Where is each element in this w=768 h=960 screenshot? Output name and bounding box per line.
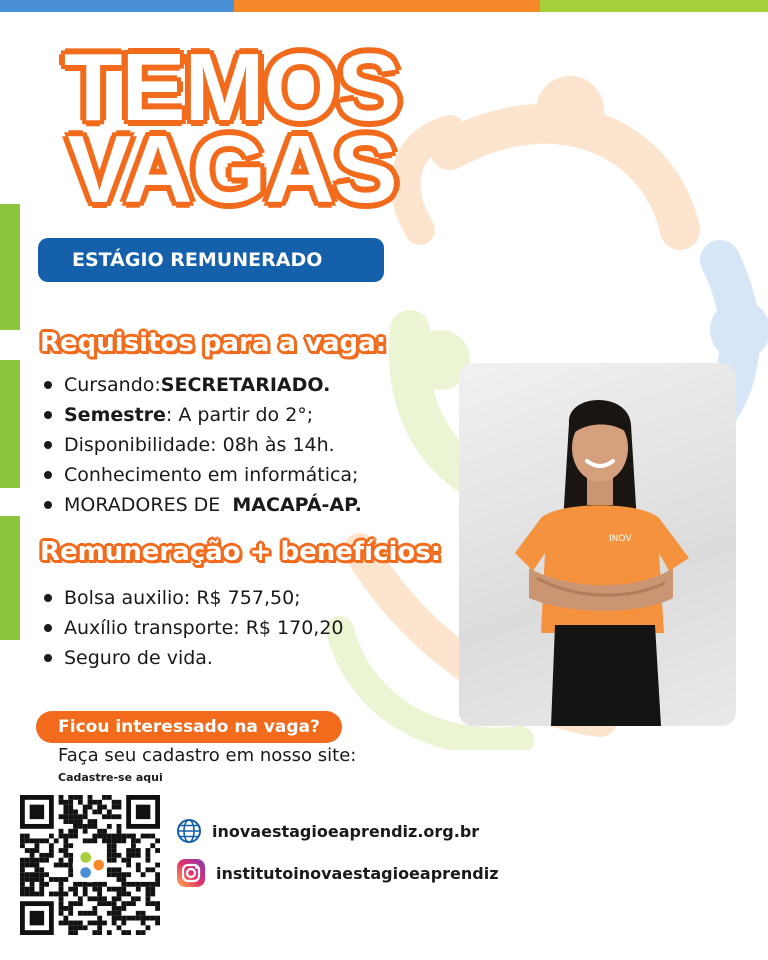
list-item: MORADORES DE MACAPÁ-AP.	[44, 490, 362, 520]
list-item: Seguro de vida.	[44, 643, 344, 673]
qr-code-icon[interactable]	[20, 795, 160, 935]
stripe-blue	[0, 0, 234, 12]
headline-line-1: TEMOS	[63, 34, 401, 141]
interest-button-label: Ficou interessado na vaga?	[58, 717, 320, 737]
instagram-icon	[176, 858, 206, 888]
website-contact[interactable]	[176, 818, 479, 844]
bullet-icon	[44, 501, 52, 509]
signup-instructions: Faça seu cadastro em nosso site:	[58, 745, 357, 766]
bullet-icon	[44, 654, 52, 662]
side-bar-2	[0, 360, 20, 488]
instagram-contact[interactable]	[176, 858, 499, 888]
candidate-photo	[459, 363, 736, 726]
benefits-list	[44, 583, 344, 673]
list-item: Cursando: SECRETARIADO.	[44, 370, 362, 400]
instagram-handle: institutoinovaestagioeaprendiz	[216, 863, 499, 883]
svg-text:INOV: INOV	[609, 534, 632, 544]
interest-button[interactable]	[36, 711, 342, 743]
list-item: Bolsa auxilio: R$ 757,50;	[44, 583, 344, 613]
bullet-icon	[44, 411, 52, 419]
bullet-icon	[44, 624, 52, 632]
headline-line-2: VAGAS	[67, 116, 397, 223]
bullet-icon	[44, 594, 52, 602]
website-url: inovaestagioeaprendiz.org.br	[212, 821, 480, 841]
stripe-green	[540, 0, 768, 12]
internship-badge	[38, 238, 384, 282]
bullet-icon	[44, 471, 52, 479]
globe-icon	[176, 818, 202, 844]
requirements-title: Requisitos para a vaga:	[40, 328, 387, 358]
bullet-icon	[44, 381, 52, 389]
side-bar-1	[0, 204, 20, 330]
benefits-title: Remuneração + benefícios:	[40, 537, 442, 567]
list-item: Disponibilidade: 08h às 14h.	[44, 430, 362, 460]
side-bar-3	[0, 516, 20, 640]
bullet-icon	[44, 441, 52, 449]
list-item: Auxílio transporte: R$ 170,20	[44, 613, 344, 643]
requirements-list	[44, 370, 362, 520]
list-item: Conhecimento em informática;	[44, 460, 362, 490]
badge-label: ESTÁGIO REMUNERADO	[72, 249, 323, 271]
signup-link[interactable]: Cadastre-se aqui	[58, 771, 163, 784]
top-color-stripe	[0, 0, 768, 12]
stripe-orange	[234, 0, 540, 12]
person-illustration-icon	[459, 363, 736, 726]
list-item: Semestre : A partir do 2°;	[44, 400, 362, 430]
